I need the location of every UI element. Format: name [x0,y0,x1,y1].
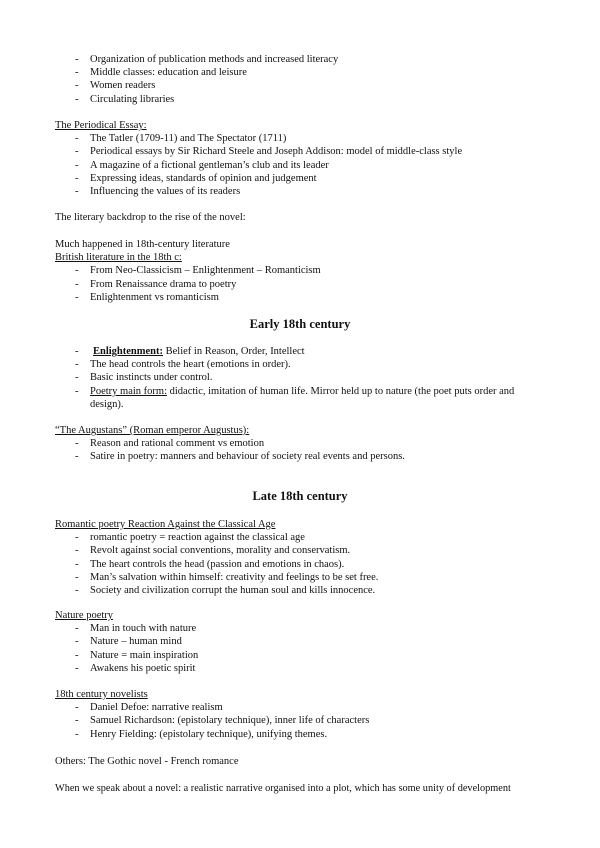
early-list [55,345,550,411]
list-item [55,345,550,358]
list-item: - Reason and rational comment vs emotion [55,437,550,450]
list-item: - Man in touch with nature [55,622,550,635]
list-item: - Revolt against social conventions, morality and conservatism. [55,544,550,557]
british-section [55,238,550,304]
list-item: - Satire in poetry: manners and behaviour of society real events and persons. [55,450,550,463]
augustans-section [55,424,550,464]
list-item: - The head controls the heart (emotions in order). [55,358,550,371]
list-item: - The Tatler (1709-11) and The Spectator (1711) [55,132,550,145]
romantic-list [55,531,550,597]
novelists-section [55,688,550,741]
much-happened-text: Much happened in 18th-century literature [55,239,230,250]
list-item: - Society and civilization corrupt the human soul and kills innocence. [55,584,550,597]
novel-definition-text: When we speak about a novel: a realistic narrative organised into a plot, which has some unity of development [55,783,511,794]
poetry-form-label: Poetry main form: [90,385,167,397]
intro-list-section [55,53,550,106]
romantic-heading: Romantic poetry Reaction Against the Classical Age [55,519,276,530]
list-item: - Nature = main inspiration [55,649,550,662]
romantic-section [55,518,550,597]
list-item: - Middle classes: education and leisure [55,66,550,79]
list-item [55,385,550,411]
list-item: - Samuel Richardson: (epistolary technique), inner life of characters [55,714,550,727]
list-item: - The heart controls the head (passion and emotions in chaos). [55,558,550,571]
list-item: - romantic poetry = reaction against the classical age [55,531,550,544]
poetry-form-text: didactic, imitation of human life. Mirror held up to nature (the poet puts order and design). [90,385,515,410]
augustans-heading: “The Augustans” (Roman emperor Augustus): [55,425,250,436]
nature-list [55,622,550,675]
list-item: - Man’s salvation within himself: creativity and feelings to be set free. [55,571,550,584]
list-item: - Henry Fielding: (epistolary technique), unifying themes. [55,728,550,741]
novelists-list [55,701,550,741]
list-item: - From Renaissance drama to poetry [55,278,550,291]
periodical-list [55,132,550,198]
periodical-heading: The Periodical Essay: [55,120,147,131]
list-item: - Influencing the values of its readers [55,185,550,198]
early-section [55,345,550,411]
early-century-heading: Early 18th century [249,317,351,331]
list-item: - Periodical essays by Sir Richard Steele and Joseph Addison: model of middle-class style [55,145,550,158]
british-list [55,264,550,304]
nature-section [55,609,550,675]
list-item: - Daniel Defoe: narrative realism [55,701,550,714]
list-item: - Basic instincts under control. [55,371,550,384]
periodical-section [55,119,550,198]
enlightenment-text: Belief in Reason, Order, Intellect [163,346,305,357]
list-item: - Expressing ideas, standards of opinion and judgement [55,172,550,185]
list-item: - Enlightenment vs romanticism [55,291,550,304]
enlightenment-label: Enlightenment: [93,346,164,357]
list-item: - Awakens his poetic spirit [55,662,550,675]
nature-heading: Nature poetry [55,610,114,621]
list-item: - Women readers [55,79,550,92]
list-item: - Organization of publication methods and increased literacy [55,53,550,66]
list-item: - Nature – human mind [55,635,550,648]
list-item: - Circulating libraries [55,93,550,106]
backdrop-text: The literary backdrop to the rise of the novel: [55,212,246,223]
others-text: Others: The Gothic novel - French romance [55,756,239,767]
novelists-heading: 18th century novelists [55,689,148,700]
intro-list [55,53,550,106]
list-item: - From Neo-Classicism – Enlightenment – Romanticism [55,264,550,277]
list-item: - A magazine of a fictional gentleman’s club and its leader [55,159,550,172]
augustans-list [55,437,550,463]
late-century-heading: Late 18th century [252,489,348,503]
british-heading: British literature in the 18th c: [55,252,182,264]
